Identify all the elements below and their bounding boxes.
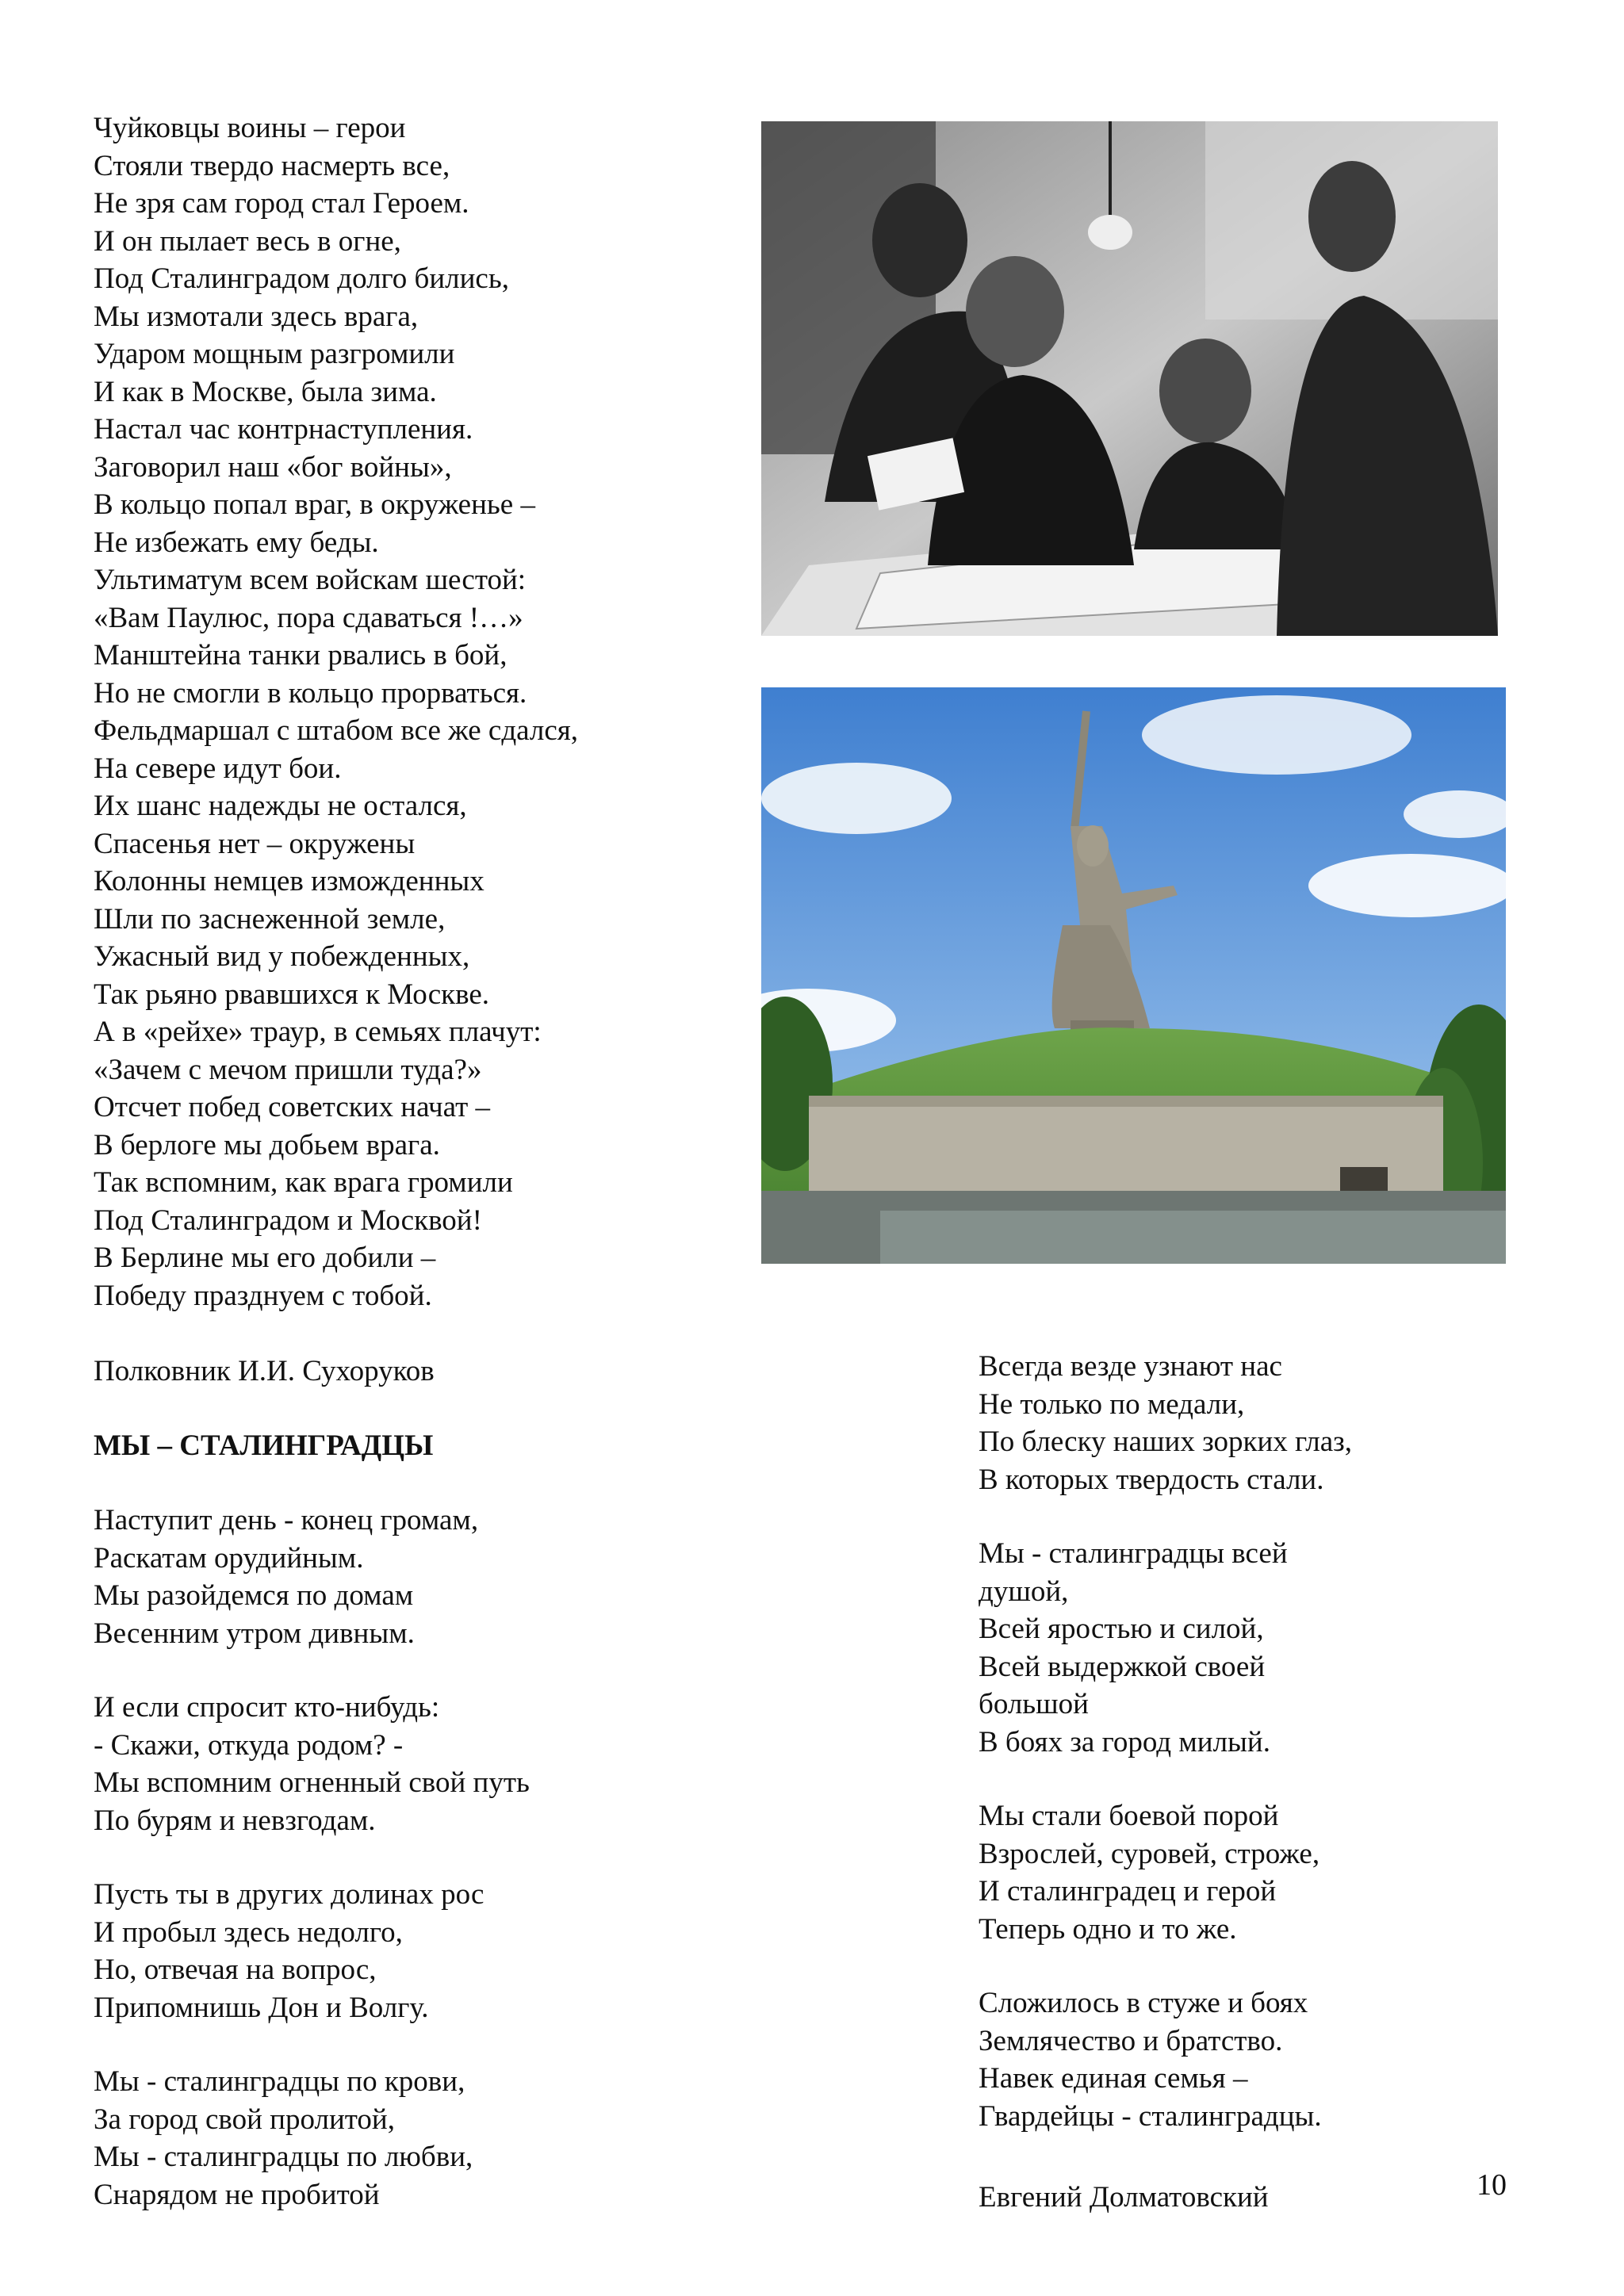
page-number: 10 — [1477, 2168, 1507, 2202]
poem2-right-stanza — [979, 1797, 1352, 1948]
poem2-right-line: Всегда везде узнают нас — [979, 1350, 1282, 1383]
poem1-line: «Зачем с мечом пришли туда?» — [94, 1053, 482, 1086]
poem2-left-line: И если спросит кто-нибудь: — [94, 1691, 440, 1724]
poem1-line: «Вам Паулюс, пора сдаваться !…» — [94, 601, 523, 634]
poem2-right-line: По блеску наших зорких глаз, — [979, 1425, 1353, 1458]
poem2-left-line: Мы - сталинградцы по крови, — [94, 2065, 465, 2098]
poem2-left-line: За город свой пролитой, — [94, 2103, 395, 2136]
poem1-line: В кольцо попал враг, в окруженье – — [94, 488, 535, 521]
poem2-right-stanza — [979, 1348, 1352, 1498]
poem-chuikov — [94, 109, 578, 1314]
poem2-right-line: Землячество и братство. — [979, 2024, 1283, 2057]
poem1-line: Не избежать ему беды. — [94, 526, 379, 559]
poem2-left-line: Мы разойдемся по домам — [94, 1579, 414, 1612]
poem2-right-line: И сталинградец и герой — [979, 1875, 1277, 1908]
poem2-title: МЫ – СТАЛИНГРАДЦЫ — [94, 1429, 434, 1462]
poem1-line: Под Сталинградом и Москвой! — [94, 1203, 482, 1237]
poem2-left-stanza — [94, 1689, 530, 1839]
poem1-line: В Берлине мы его добили – — [94, 1242, 436, 1274]
monument-photo — [761, 687, 1506, 1264]
poem2-left-stanza — [94, 1876, 530, 2026]
poem1-line: Чуйковцы воины – герои — [94, 112, 406, 144]
poem2-left-line: Весенним утром дивным. — [94, 1617, 415, 1650]
poem2-left-line: Пусть ты в других долинах рос — [94, 1878, 485, 1911]
poem2-right-line: Не только по медали, — [979, 1387, 1245, 1421]
poem1-line: Под Сталинградом долго бились, — [94, 262, 509, 295]
poem1-line: Фельдмаршал с штабом все же сдался, — [94, 714, 579, 747]
poem1-line: И как в Москве, была зима. — [94, 375, 437, 408]
poem1-line: Так вспомним, как врага громили — [94, 1166, 513, 1199]
poem1-line: А в «рейхе» траур, в семьях плачут: — [94, 1016, 542, 1048]
poem1-line: И он пылает весь в огне, — [94, 224, 401, 258]
poem1-line: Манштейна танки рвались в бой, — [94, 639, 508, 672]
poem2-left-line: Мы вспомним огненный свой путь — [94, 1766, 530, 1799]
poem2-right-line: Всей выдержкой своей — [979, 1650, 1266, 1683]
poem1-line: Заговорил наш «бог войны», — [94, 450, 452, 484]
poem2-right-stanza — [979, 1535, 1352, 1761]
poem2-right-line: Теперь одно и то же. — [979, 1912, 1237, 1946]
poem2-right-line: Сложилось в стуже и боях — [979, 1987, 1308, 2019]
poem2-right-line: большой — [979, 1688, 1089, 1720]
poem2-right-line: Навек единая семья – — [979, 2062, 1248, 2095]
poem2-right-line: Взрослей, суровей, строже, — [979, 1837, 1320, 1870]
poem2-left-line: - Скажи, откуда родом? - — [94, 1728, 404, 1762]
poem1-line: Спасенья нет – окружены — [94, 827, 416, 860]
poem2-right-line: Мы стали боевой порой — [979, 1800, 1279, 1832]
poem1-line: Настал час контрнаступления. — [94, 413, 473, 446]
motherland-calls-photo — [761, 687, 1506, 1264]
poem2-author: Евгений Долматовский — [979, 2181, 1269, 2214]
poem1-line: Так рьяно рвавшихся к Москве. — [94, 978, 490, 1011]
poem1-line: Колонны немцев изможденных — [94, 865, 485, 897]
poem2-left-line: Раскатам орудийным. — [94, 1541, 364, 1575]
poem2-right-stanza — [979, 1984, 1352, 2135]
poem2-left-line: Припомнишь Дон и Волгу. — [94, 1991, 429, 2024]
poem1-line: Стояли твердо насмерть все, — [94, 149, 450, 182]
poem1-line: Мы измотали здесь врага, — [94, 300, 419, 333]
poem2-left-line: Наступит день - конец громам, — [94, 1504, 479, 1536]
poem2-right-column — [979, 1348, 1352, 2172]
poem1-line: Ударом мощным разгромили — [94, 338, 455, 370]
poem1-line: Ультиматум всем войскам шестой: — [94, 564, 527, 596]
officers-meeting-photo — [761, 121, 1498, 636]
poem2-left-line: Но, отвечая на вопрос, — [94, 1954, 377, 1986]
poem2-left-stanza — [94, 2063, 530, 2214]
poem1-line: Шли по заснеженной земле, — [94, 902, 446, 936]
poem1-line: Ужасный вид у побежденных, — [94, 940, 470, 973]
poem2-right-line: душой, — [979, 1575, 1069, 1608]
poem2-right-line: Гвардейцы - сталинградцы. — [979, 2099, 1322, 2133]
poem1-line: Но не смогли в кольцо прорваться. — [94, 676, 527, 710]
poem1-line: В берлоге мы добьем врага. — [94, 1128, 440, 1161]
poem2-left-line: По бурям и невзгодам. — [94, 1804, 376, 1837]
poem2-left-stanza — [94, 1502, 530, 1652]
poem2-right-line: Мы - сталинградцы всей — [979, 1537, 1288, 1570]
historical-photo — [761, 121, 1498, 636]
poem2-right-line: В которых твердость стали. — [979, 1463, 1324, 1496]
poem1-line: Не зря сам город стал Героем. — [94, 187, 469, 220]
poem2-left-line: И пробыл здесь недолго, — [94, 1915, 403, 1949]
poem1-line: На севере идут бои. — [94, 752, 342, 785]
poem1-line: Их шанс надежды не остался, — [94, 790, 467, 822]
poem1-line: Отсчет побед советских начат – — [94, 1091, 491, 1123]
poem1-author: Полковник И.И. Сухоруков — [94, 1355, 435, 1387]
poem1-line: Победу празднуем с тобой. — [94, 1279, 432, 1312]
poem2-left-column — [94, 1502, 530, 2250]
poem2-right-line: В боях за город милый. — [979, 1725, 1270, 1758]
poem2-left-line: Снарядом не пробитой — [94, 2178, 380, 2211]
poem2-left-line: Мы - сталинградцы по любви, — [94, 2141, 473, 2173]
poem2-right-line: Всей яростью и силой, — [979, 1613, 1264, 1645]
